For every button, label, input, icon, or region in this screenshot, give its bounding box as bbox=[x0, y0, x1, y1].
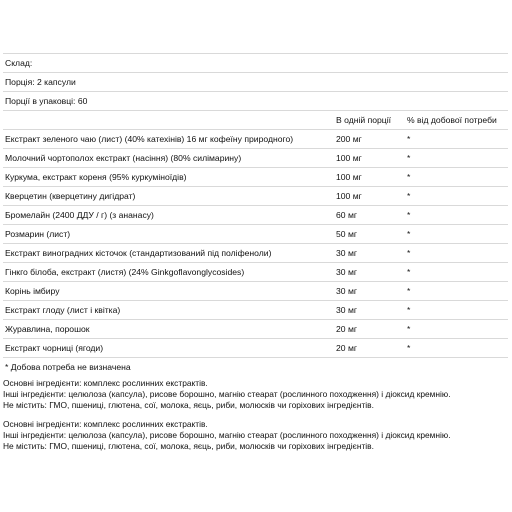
ingredient-amount: 100 мг bbox=[336, 153, 362, 163]
table-row bbox=[3, 130, 508, 149]
ingredient-amount: 100 мг bbox=[336, 191, 362, 201]
other-ingredients: Інші інгредієнти: целюлоза (капсула), рисове борошно, магнію стеарат (рослинного походження) і діоксид кремнію. bbox=[3, 389, 451, 399]
table-row bbox=[3, 187, 508, 206]
other-ingredients: Інші інгредієнти: целюлоза (капсула), рисове борошно, магнію стеарат (рослинного походження) і діоксид кремнію. bbox=[3, 430, 451, 440]
table-row bbox=[3, 225, 508, 244]
ingredient-name: Кверцетин (кверцетину дигідрат) bbox=[5, 191, 136, 201]
ingredients-block-1 bbox=[3, 378, 451, 411]
ingredients-block-2 bbox=[3, 419, 451, 452]
ingredient-name: Куркума, екстракт кореня (95% куркуміноїдів) bbox=[5, 172, 187, 182]
composition-row bbox=[3, 53, 508, 73]
free-of: Не містить: ГМО, пшениці, глютена, сої, молока, яєць, риби, молюсків чи горіхових інгредієнтів. bbox=[3, 441, 374, 451]
ingredient-amount: 30 мг bbox=[336, 267, 357, 277]
table-row bbox=[3, 339, 508, 358]
table-row bbox=[3, 168, 508, 187]
serving-row bbox=[3, 73, 508, 92]
ingredient-daily-value: * bbox=[407, 191, 411, 201]
ingredient-name: Молочний чортополох екстракт (насіння) (80% силімарину) bbox=[5, 153, 242, 163]
ingredient-daily-value: * bbox=[407, 134, 411, 144]
ingredient-amount: 30 мг bbox=[336, 248, 357, 258]
header-amount: В одній порції bbox=[336, 115, 391, 125]
ingredient-amount: 20 мг bbox=[336, 324, 357, 334]
main-ingredients: Основні інгредієнти: комплекс рослинних екстрактів. bbox=[3, 419, 208, 429]
table-row bbox=[3, 244, 508, 263]
ingredient-name: Екстракт виноградних кісточок (стандартизований під поліфеноли) bbox=[5, 248, 272, 258]
ingredient-daily-value: * bbox=[407, 324, 411, 334]
supplement-facts bbox=[3, 53, 508, 376]
ingredient-name: Екстракт зеленого чаю (лист) (40% катехінів) 16 мг кофеїну природного) bbox=[5, 134, 294, 144]
ingredient-daily-value: * bbox=[407, 267, 411, 277]
ingredient-amount: 30 мг bbox=[336, 286, 357, 296]
table-row bbox=[3, 320, 508, 339]
ingredient-daily-value: * bbox=[407, 172, 411, 182]
servings-per-package-row bbox=[3, 92, 508, 111]
ingredient-name: Розмарин (лист) bbox=[5, 229, 71, 239]
ingredient-daily-value: * bbox=[407, 305, 411, 315]
table-row bbox=[3, 149, 508, 168]
serving-size: Порція: 2 капсули bbox=[5, 77, 76, 87]
ingredient-daily-value: * bbox=[407, 286, 411, 296]
footnote: * Добова потреба не визначена bbox=[5, 362, 131, 372]
ingredient-daily-value: * bbox=[407, 153, 411, 163]
ingredient-daily-value: * bbox=[407, 210, 411, 220]
free-of: Не містить: ГМО, пшениці, глютена, сої, молока, яєць, риби, молюсків чи горіхових інгредієнтів. bbox=[3, 400, 374, 410]
ingredient-amount: 30 мг bbox=[336, 305, 357, 315]
ingredient-amount: 50 мг bbox=[336, 229, 357, 239]
footnote-row bbox=[3, 358, 508, 376]
ingredient-name: Екстракт глоду (лист і квітка) bbox=[5, 305, 121, 315]
table-row bbox=[3, 263, 508, 282]
table-header bbox=[3, 111, 508, 130]
ingredient-amount: 20 мг bbox=[336, 343, 357, 353]
ingredient-name: Екстракт чорниці (ягоди) bbox=[5, 343, 104, 353]
table-row bbox=[3, 301, 508, 320]
ingredient-daily-value: * bbox=[407, 229, 411, 239]
ingredient-daily-value: * bbox=[407, 343, 411, 353]
ingredient-name: Бромелайн (2400 ДДУ / г) (з ананасу) bbox=[5, 210, 154, 220]
ingredients-table bbox=[3, 130, 508, 358]
ingredient-name: Журавлина, порошок bbox=[5, 324, 90, 334]
composition-label: Склад: bbox=[5, 58, 33, 68]
ingredient-amount: 200 мг bbox=[336, 134, 362, 144]
ingredient-name: Гінкго білоба, екстракт (листя) (24% Ginkgoflavonglycosides) bbox=[5, 267, 245, 277]
ingredient-amount: 100 мг bbox=[336, 172, 362, 182]
main-ingredients: Основні інгредієнти: комплекс рослинних екстрактів. bbox=[3, 378, 208, 388]
header-daily-value: % від добової потреби bbox=[407, 115, 497, 125]
ingredient-daily-value: * bbox=[407, 248, 411, 258]
ingredient-name: Корінь імбиру bbox=[5, 286, 60, 296]
table-row bbox=[3, 282, 508, 301]
ingredient-amount: 60 мг bbox=[336, 210, 357, 220]
servings-per-package: Порції в упаковці: 60 bbox=[5, 96, 88, 106]
table-row bbox=[3, 206, 508, 225]
